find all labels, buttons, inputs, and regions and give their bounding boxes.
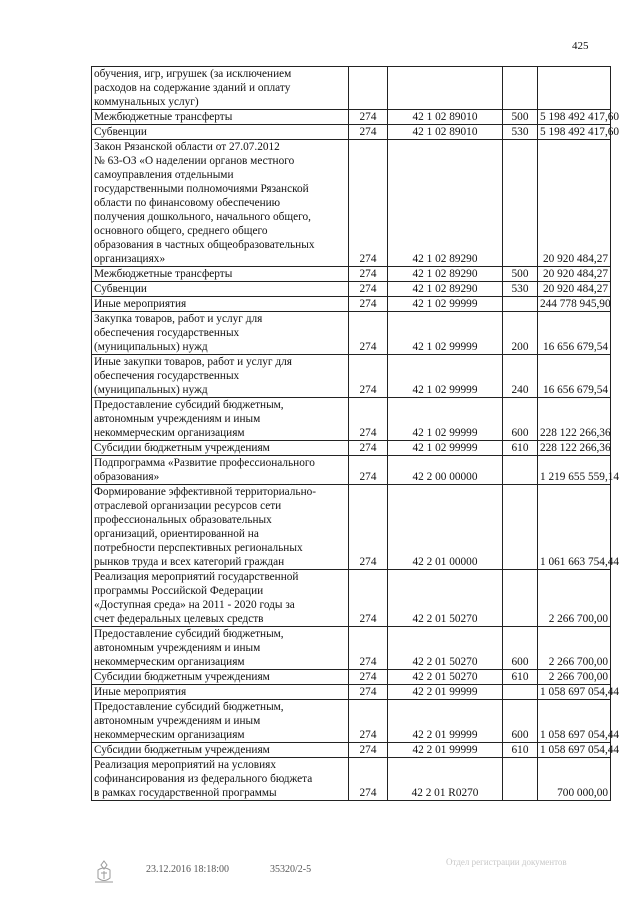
cell-amount: 20 920 484,27 [538, 282, 611, 297]
cell-target-article: 42 2 01 50270 [388, 670, 503, 685]
cell-name: Межбюджетные трансферты [92, 267, 349, 282]
cell-expense-type: 600 [503, 700, 538, 743]
table-row [92, 282, 611, 297]
cell-expense-type: 240 [503, 355, 538, 398]
budget-table [91, 66, 620, 801]
cell-expense-type: 500 [503, 110, 538, 125]
document-number: 35320/2-5 [270, 864, 312, 875]
table-row [92, 398, 611, 441]
cell-amount [538, 67, 611, 110]
table-row [92, 312, 611, 355]
budget-table-body [92, 67, 620, 801]
cell-department-code: 274 [349, 570, 388, 627]
cell-name: Субсидии бюджетным учреждениям [92, 670, 349, 685]
cell-amount: 1 219 655 559,14 [538, 456, 611, 485]
cell-target-article: 42 2 01 00000 [388, 485, 503, 570]
table-row [92, 140, 611, 267]
table-row [92, 685, 611, 700]
cell-amount: 228 122 266,36 [538, 441, 611, 456]
cell-name: Субвенции [92, 125, 349, 140]
document-footer [0, 857, 640, 894]
cell-amount: 244 778 945,90 [538, 297, 611, 312]
cell-department-code: 274 [349, 456, 388, 485]
cell-expense-type [503, 685, 538, 700]
cell-amount: 20 920 484,27 [538, 267, 611, 282]
cell-expense-type [503, 570, 538, 627]
cell-amount: 1 058 697 054,44 [538, 743, 611, 758]
cell-amount: 16 656 679,54 [538, 312, 611, 355]
table-row [92, 627, 611, 670]
cell-expense-type [503, 758, 538, 801]
cell-name: Закон Рязанской области от 27.07.2012 № 63-ОЗ «О наделении органов местного самоуправления отдельными государственными полномочиями Рязанской области по финансовому обеспечению получения дошкольного, начального общего, основного общего, среднего общего образования в частных общеобразовательных организациях» [92, 140, 349, 267]
cell-department-code: 274 [349, 441, 388, 456]
cell-target-article: 42 2 01 50270 [388, 570, 503, 627]
cell-target-article: 42 2 01 50270 [388, 627, 503, 670]
cell-name: Субсидии бюджетным учреждениям [92, 441, 349, 456]
table-row [92, 456, 611, 485]
cell-target-article: 42 2 01 99999 [388, 685, 503, 700]
cell-department-code: 274 [349, 627, 388, 670]
cell-target-article: 42 1 02 89290 [388, 267, 503, 282]
table-row [92, 441, 611, 456]
cell-target-article: 42 1 02 99999 [388, 297, 503, 312]
cell-expense-type: 600 [503, 627, 538, 670]
cell-department-code: 274 [349, 670, 388, 685]
cell-expense-type [503, 485, 538, 570]
cell-amount: 700 000,00 [538, 758, 611, 801]
cell-department-code: 274 [349, 758, 388, 801]
registration-watermark: Отдел регистрации документов [446, 857, 567, 867]
cell-name: Субвенции [92, 282, 349, 297]
table-row [92, 267, 611, 282]
table-row [92, 485, 611, 570]
cell-expense-type: 500 [503, 267, 538, 282]
cell-expense-type [503, 140, 538, 267]
cell-name: Реализация мероприятий государственной программы Российской Федерации «Доступная среда» на 2011 - 2020 годы за счет федеральных целевых средств [92, 570, 349, 627]
cell-amount: 20 920 484,27 [538, 140, 611, 267]
cell-name: Межбюджетные трансферты [92, 110, 349, 125]
table-row [92, 125, 611, 140]
cell-department-code: 274 [349, 355, 388, 398]
table-row [92, 670, 611, 685]
page-number: 425 [572, 40, 589, 52]
cell-target-article: 42 1 02 99999 [388, 355, 503, 398]
table-row [92, 297, 611, 312]
cell-department-code: 274 [349, 297, 388, 312]
cell-expense-type: 610 [503, 441, 538, 456]
cell-name: Реализация мероприятий на условиях софинансирования из федерального бюджета в рамках государственной программы [92, 758, 349, 801]
cell-amount: 2 266 700,00 [538, 670, 611, 685]
cell-target-article: 42 2 01 99999 [388, 700, 503, 743]
table-row [92, 355, 611, 398]
cell-name: Формирование эффективной территориально- отраслевой организации ресурсов сети профессиональных образовательных организаций, ориентированной на потребности перспективных региональных рынков труда и всех категорий граждан [92, 485, 349, 570]
cell-department-code: 274 [349, 282, 388, 297]
cell-name: Иные мероприятия [92, 297, 349, 312]
cell-name: обучения, игр, игрушек (за исключением расходов на содержание зданий и оплату коммунальных услуг) [92, 67, 349, 110]
cell-expense-type [503, 297, 538, 312]
table-row [92, 110, 611, 125]
cell-amount: 1 058 697 054,44 [538, 700, 611, 743]
cell-amount: 1 061 663 754,44 [538, 485, 611, 570]
cell-target-article: 42 1 02 89010 [388, 110, 503, 125]
cell-amount: 16 656 679,54 [538, 355, 611, 398]
cell-target-article: 42 1 02 99999 [388, 312, 503, 355]
table-row [92, 570, 611, 627]
cell-department-code: 274 [349, 110, 388, 125]
cell-expense-type: 200 [503, 312, 538, 355]
cell-amount: 5 198 492 417,60 [538, 110, 611, 125]
cell-amount: 2 266 700,00 [538, 627, 611, 670]
cell-target-article: 42 1 02 89010 [388, 125, 503, 140]
cell-department-code: 274 [349, 485, 388, 570]
cell-expense-type [503, 67, 538, 110]
cell-name: Субсидии бюджетным учреждениям [92, 743, 349, 758]
cell-department-code: 274 [349, 267, 388, 282]
cell-expense-type: 610 [503, 670, 538, 685]
cell-target-article: 42 1 02 89290 [388, 282, 503, 297]
cell-department-code: 274 [349, 743, 388, 758]
cell-department-code: 274 [349, 125, 388, 140]
cell-amount: 2 266 700,00 [538, 570, 611, 627]
cell-department-code: 274 [349, 398, 388, 441]
table-row [92, 700, 611, 743]
cell-amount: 1 058 697 054,44 [538, 685, 611, 700]
cell-name: Иные мероприятия [92, 685, 349, 700]
cell-target-article: 42 1 02 89290 [388, 140, 503, 267]
cell-expense-type [503, 456, 538, 485]
cell-amount: 5 198 492 417,60 [538, 125, 611, 140]
cell-department-code: 274 [349, 140, 388, 267]
cell-amount: 228 122 266,36 [538, 398, 611, 441]
cell-name: Закупка товаров, работ и услуг для обеспечения государственных (муниципальных) нужд [92, 312, 349, 355]
cell-name: Подпрограмма «Развитие профессионального образования» [92, 456, 349, 485]
cell-target-article [388, 67, 503, 110]
cell-target-article: 42 1 02 99999 [388, 398, 503, 441]
table-row [92, 67, 611, 110]
cell-name: Предоставление субсидий бюджетным, автономным учреждениям и иным некоммерческим организациям [92, 627, 349, 670]
cell-target-article: 42 2 01 99999 [388, 743, 503, 758]
registration-date: 23.12.2016 18:18:00 [146, 864, 230, 875]
cell-name: Предоставление субсидий бюджетным, автономным учреждениям и иным некоммерческим организациям [92, 700, 349, 743]
cell-department-code: 274 [349, 700, 388, 743]
cell-target-article: 42 2 01 R0270 [388, 758, 503, 801]
cell-department-code [349, 67, 388, 110]
coat-of-arms-icon [90, 858, 118, 889]
table-row [92, 758, 611, 801]
cell-expense-type: 530 [503, 282, 538, 297]
cell-name: Предоставление субсидий бюджетным, автономным учреждениям и иным некоммерческим организациям [92, 398, 349, 441]
cell-target-article: 42 1 02 99999 [388, 441, 503, 456]
cell-name: Иные закупки товаров, работ и услуг для обеспечения государственных (муниципальных) нужд [92, 355, 349, 398]
table-row [92, 743, 611, 758]
cell-expense-type: 530 [503, 125, 538, 140]
cell-expense-type: 600 [503, 398, 538, 441]
cell-department-code: 274 [349, 312, 388, 355]
cell-department-code: 274 [349, 685, 388, 700]
cell-expense-type: 610 [503, 743, 538, 758]
cell-target-article: 42 2 00 00000 [388, 456, 503, 485]
